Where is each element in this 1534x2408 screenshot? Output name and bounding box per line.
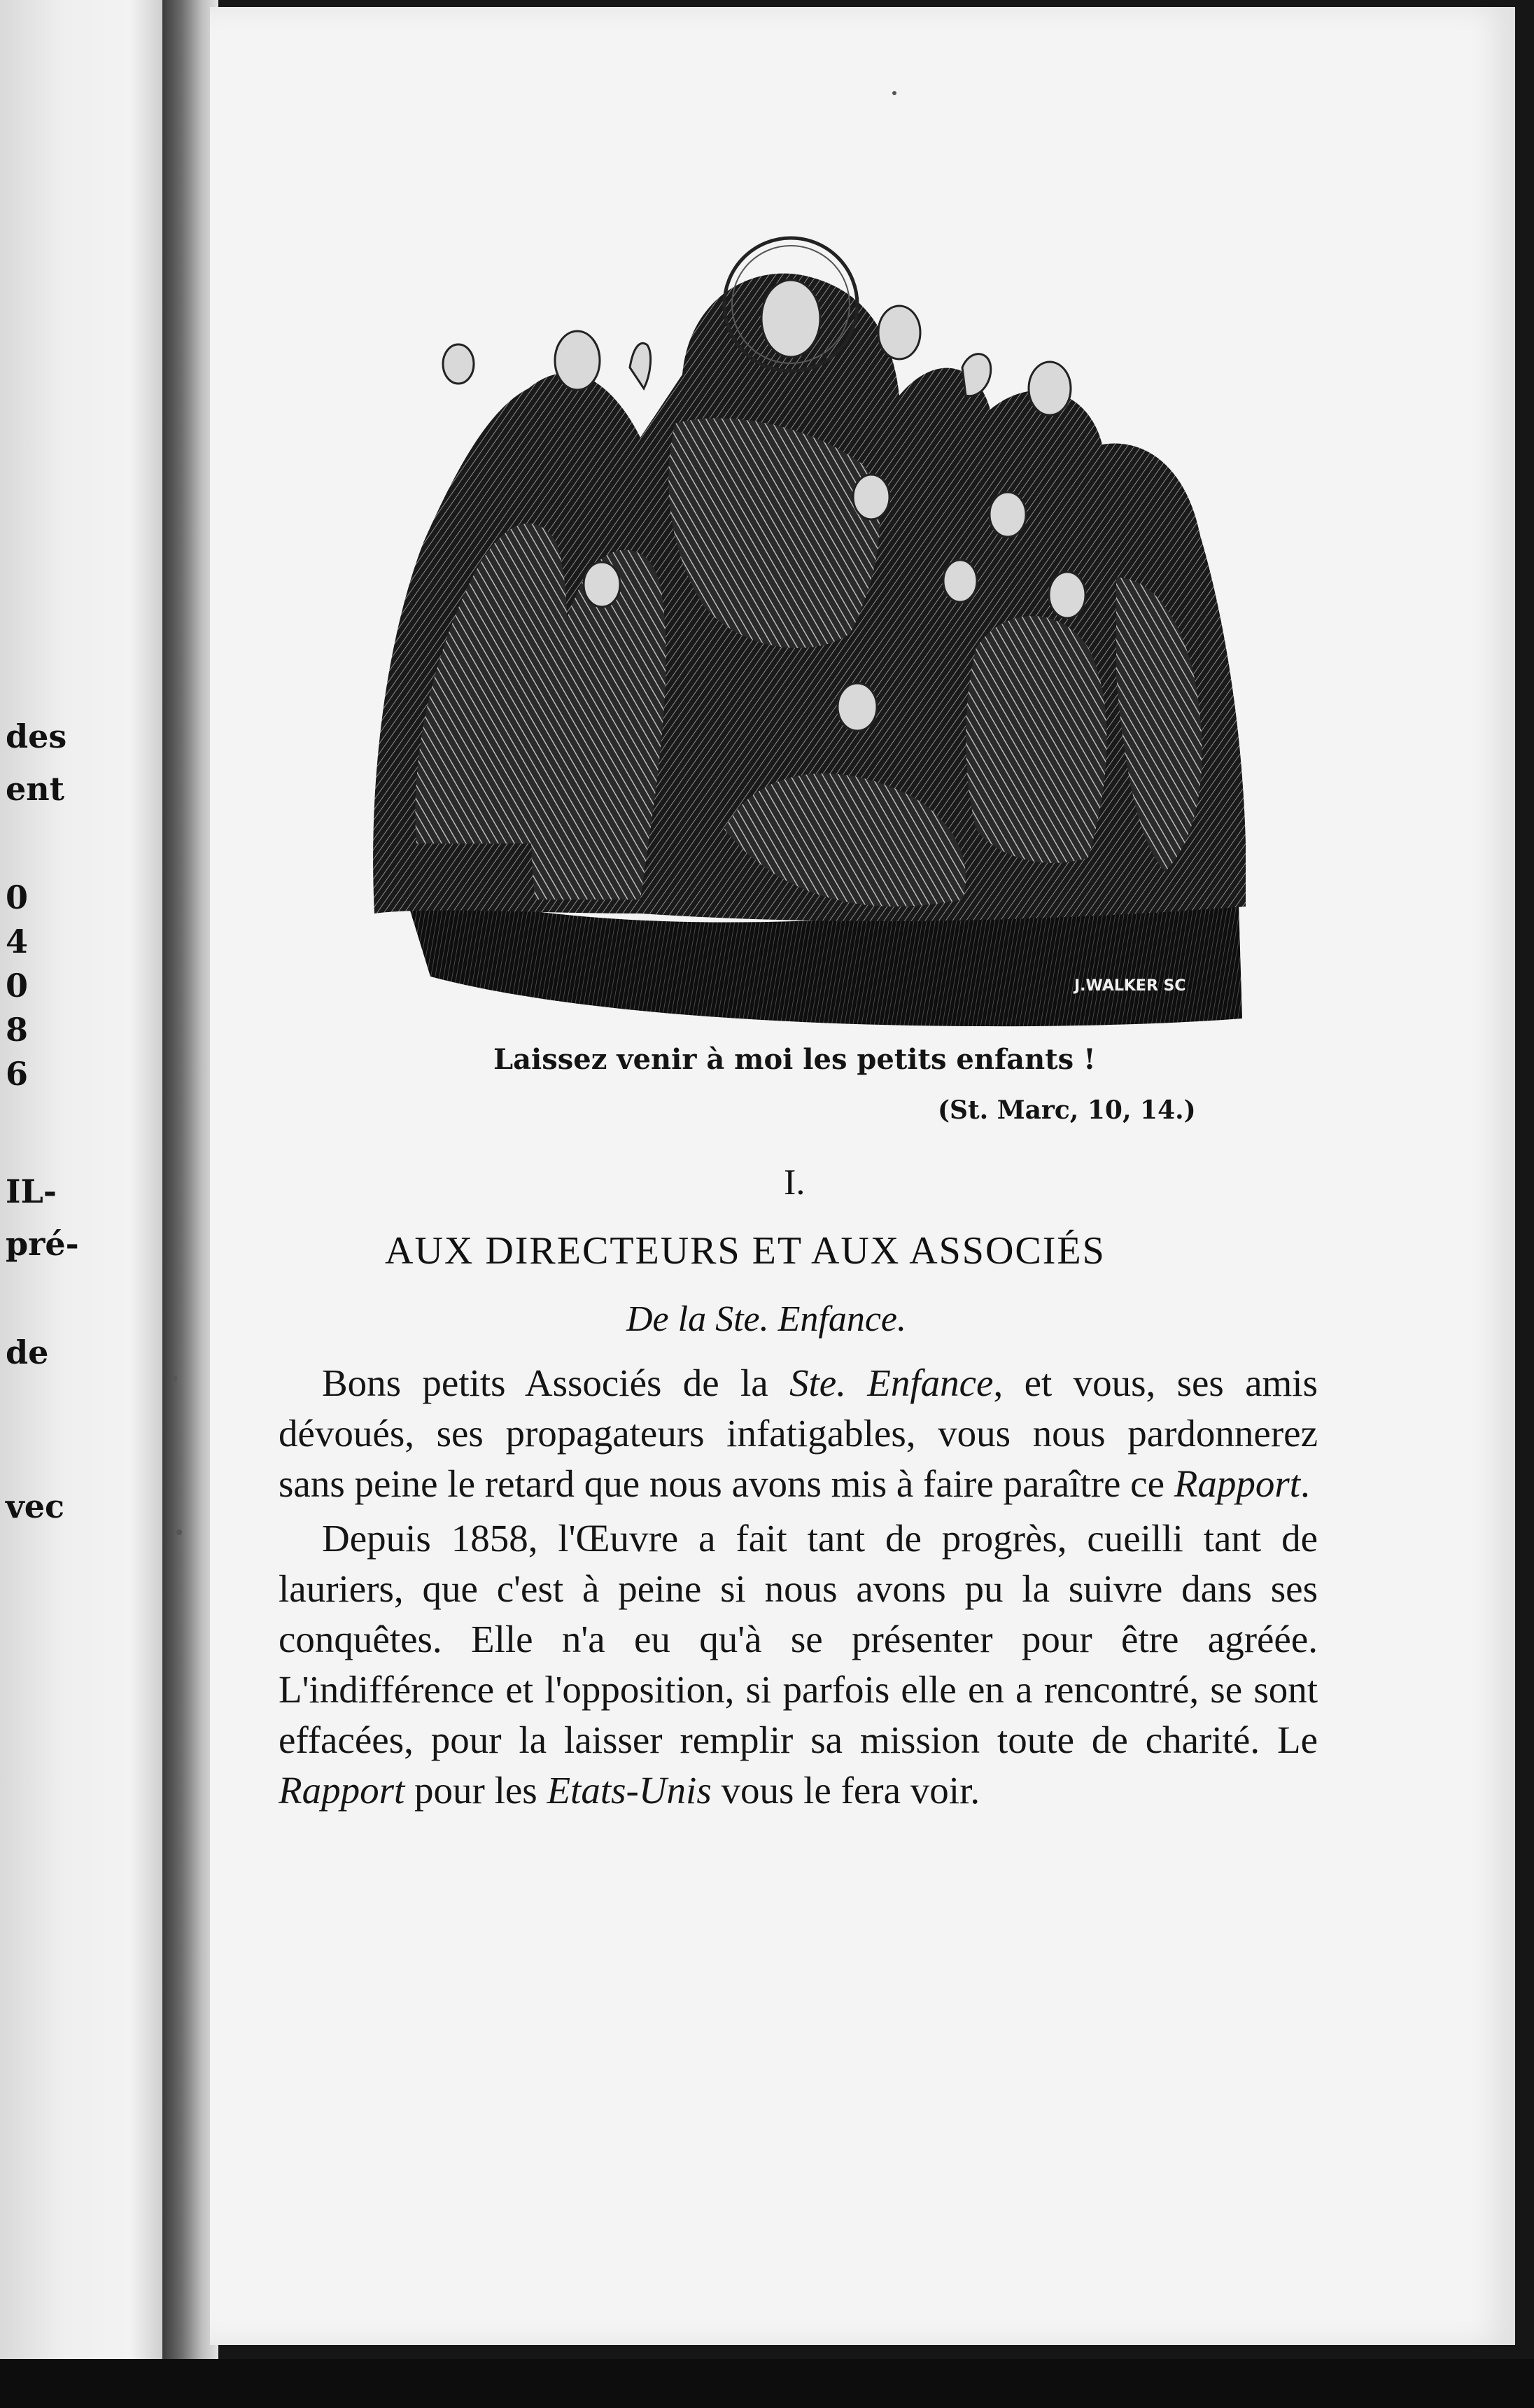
- left-fragment: 8: [6, 1011, 29, 1049]
- left-fragment: de: [6, 1334, 49, 1371]
- left-fragment: IL-: [6, 1172, 57, 1210]
- left-page-fragment: [0, 0, 162, 2359]
- left-fragment: des: [6, 718, 67, 755]
- left-fragment: ent: [6, 770, 64, 808]
- body-text: [279, 1358, 1318, 1820]
- paragraph: Depuis 1858, l'Œuvre a fait tant de progrès, cueilli tant de lauriers, que c'est à peine si nous avons pu la suivre dans ses conquêtes. Elle n'a eu qu'à se présenter pour être agréée. L'indifférence et l'opposition, si parfois elle en a rencontré, se sont effacées, pour la laisser remplir sa mission toute de charité. Le Rapport pour les Etats-Unis vous le fera voir.: [279, 1517, 1318, 1812]
- paper-speck: [892, 91, 896, 95]
- christ-blessing-children-engraving: [360, 214, 1249, 1036]
- paragraph: Bons petits Associés de la Ste. Enfance, et vous, ses amis dévoués, ses propagateurs infatigables, vous nous pardonnerez sans peine le retard que nous avons mis à faire paraître ce Rapport.: [279, 1362, 1318, 1505]
- left-fragment: 0: [6, 878, 29, 916]
- paper-speck: [171, 1376, 177, 1381]
- caption: Laissez venir à moi les petits enfants !: [493, 1043, 1096, 1076]
- left-fragment: 6: [6, 1055, 29, 1093]
- left-fragment: pré-: [6, 1225, 79, 1263]
- left-fragment: 4: [6, 923, 29, 960]
- scan-border: [0, 2359, 1534, 2408]
- section-subheading: De la Ste. Enfance.: [626, 1299, 906, 1339]
- left-fragment: vec: [6, 1488, 65, 1525]
- left-fragment: 0: [6, 967, 29, 1004]
- citation: (St. Marc, 10, 14.): [938, 1096, 1196, 1125]
- paper-speck: [176, 1530, 182, 1535]
- engraver-signature: J.WALKER SC: [1074, 977, 1186, 995]
- section-heading: AUX DIRECTEURS ET AUX ASSOCIÉS: [385, 1229, 1106, 1273]
- section-number: I.: [784, 1163, 805, 1203]
